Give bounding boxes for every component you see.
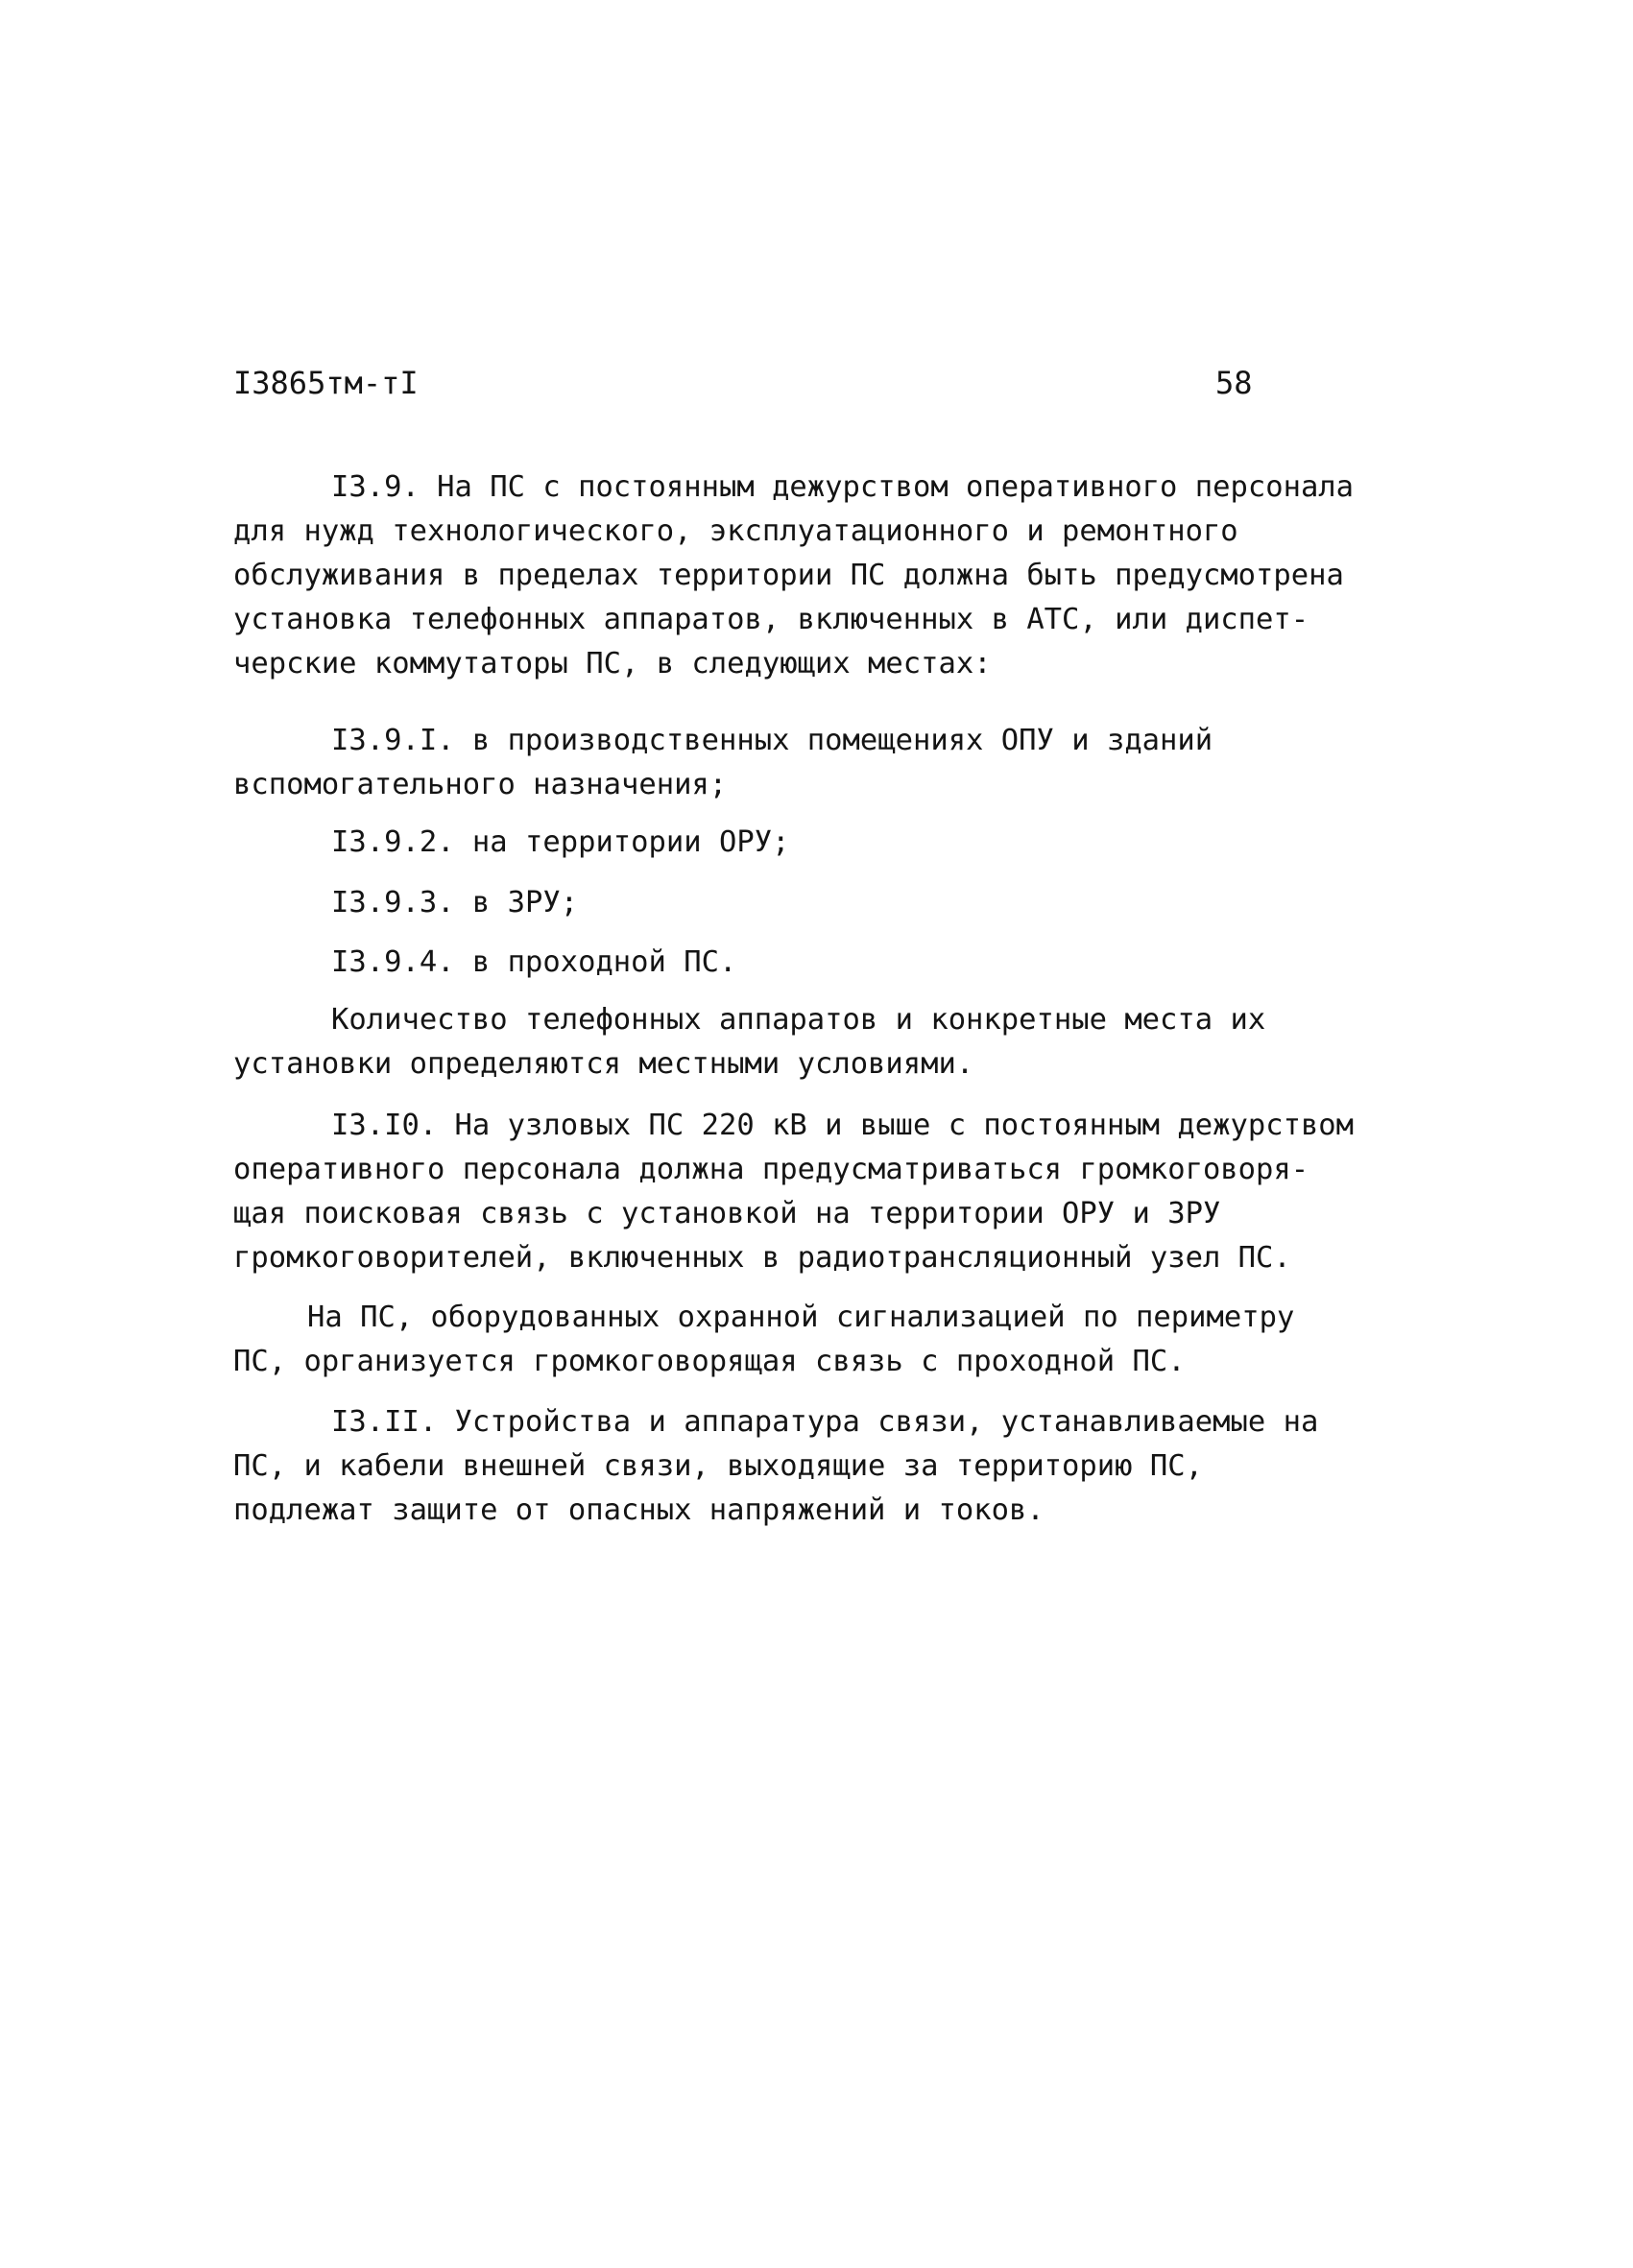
item-13-9-4: I3.9.4. в проходной ПС. — [331, 945, 737, 979]
paragraph-13-9-line-2: для нужд технологического, эксплуатационного и ремонтного — [233, 514, 1238, 548]
paragraph-13-11-line-1: I3.II. Устройства и аппаратура связи, устанавливаемые на — [331, 1405, 1319, 1439]
paragraph-13-10-line-3: щая поисковая связь с установкой на территории ОРУ и ЗРУ — [233, 1197, 1221, 1230]
paragraph-13-9-line-5: черские коммутаторы ПС, в следующих местах: — [233, 647, 992, 680]
paragraph-13-11-line-2: ПС, и кабели внешней связи, выходящие за территорию ПС, — [233, 1449, 1203, 1483]
security-paragraph-line-1: На ПС, оборудованных охранной сигнализацией по периметру — [307, 1301, 1295, 1334]
page-number: 58 — [1215, 365, 1253, 401]
document-code: I3865тм-тI — [233, 365, 419, 401]
paragraph-13-9-line-4: установка телефонных аппаратов, включенных в АТС, или диспет- — [233, 603, 1309, 636]
quantity-paragraph-line-2: установки определяются местными условиями. — [233, 1047, 974, 1081]
quantity-paragraph-line-1: Количество телефонных аппаратов и конкретные места их — [331, 1003, 1266, 1037]
paragraph-13-9-line-3: обслуживания в пределах территории ПС должна быть предусмотрена — [233, 559, 1344, 592]
paragraph-13-10-line-2: оперативного персонала должна предусматриваться громкоговоря- — [233, 1153, 1309, 1186]
item-13-9-2: I3.9.2. на территории ОРУ; — [331, 825, 790, 859]
item-13-9-3: I3.9.3. в ЗРУ; — [331, 886, 579, 919]
item-13-9-1-line-1: I3.9.I. в производственных помещениях ОПУ и зданий — [331, 724, 1213, 757]
paragraph-13-10-line-4: громкоговорителей, включенных в радиотрансляционный узел ПС. — [233, 1241, 1291, 1275]
security-paragraph-line-2: ПС, организуется громкоговорящая связь с проходной ПС. — [233, 1345, 1186, 1378]
paragraph-13-10-line-1: I3.I0. На узловых ПС 220 кВ и выше с постоянным дежурством — [331, 1109, 1355, 1142]
item-13-9-1-line-2: вспомогательного назначения; — [233, 768, 728, 801]
paragraph-13-11-line-3: подлежат защите от опасных напряжений и токов. — [233, 1493, 1045, 1527]
paragraph-13-9-line-1: I3.9. На ПС с постоянным дежурством оперативного персонала — [331, 470, 1355, 504]
